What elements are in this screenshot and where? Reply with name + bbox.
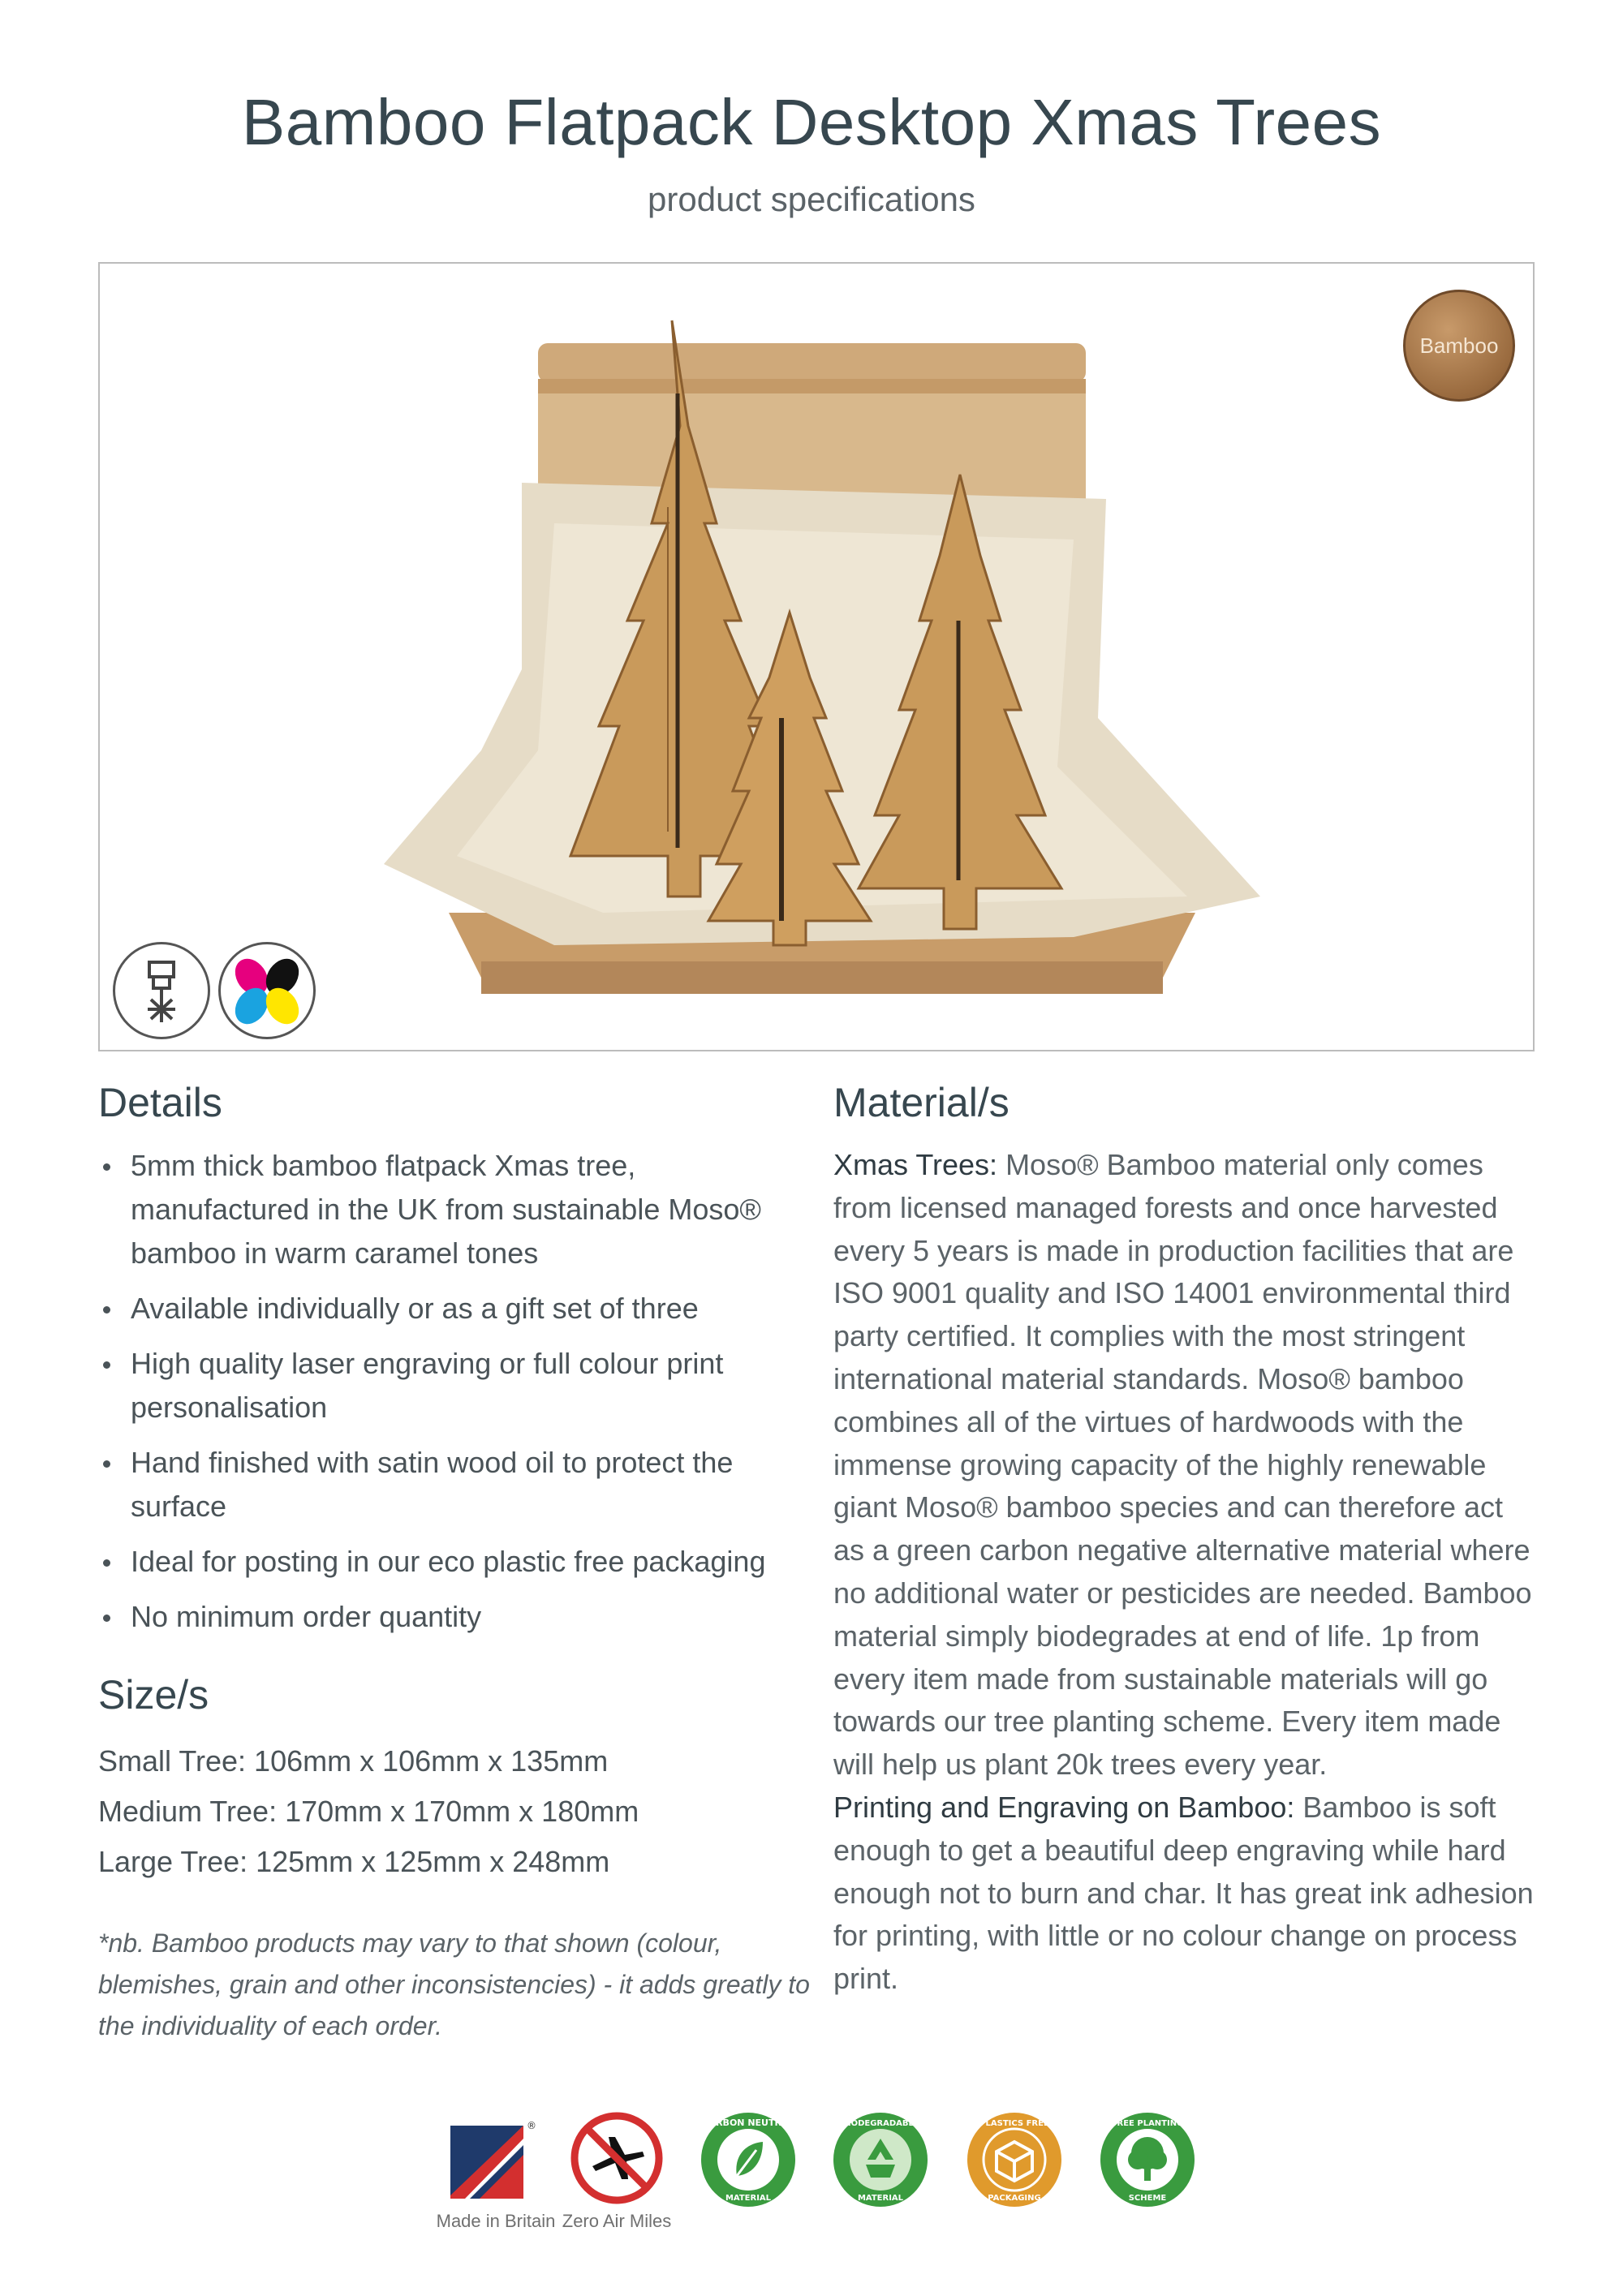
list-item: High quality laser engraving or full colour print personalisation [98,1342,796,1430]
no-plane-icon [568,2109,665,2207]
materials-heading: Material/s [833,1080,1010,1125]
list-item: No minimum order quantity [98,1595,796,1639]
page-subtitle: product specifications [648,180,975,218]
size-small: Small Tree: 106mm x 106mm x 135mm [98,1744,609,1778]
page-title: Bamboo Flatpack Desktop Xmas Trees [241,86,1382,158]
disclaimer-note: *nb. Bamboo products may vary to that shown (colour, blemishes, grain and other inconsistencies) - it adds greatly to the individuality of each order. [98,1928,810,2040]
xmas-trees-text: Moso® Bamboo material only comes from licensed managed forests and once harvested every 5 years is made in production facilities that are ISO 9001 quality and ISO 14001 environmental third party certified. It complies with the most stringent international material standards. Moso® bamboo combines all of the virtues of hardwoods with the immense growing capacity of the highly renewable giant Moso® bamboo species and can therefore act as a green carbon negative alternative material where no additional water or pesticides are needed. Bamboo material simply biodegrades at end of life. 1p from every item made from sustainable materials will go towards our tree planting scheme. Every item made will help us plant 20k trees every year. [833,1148,1532,1782]
tree-planting-sub: SCHEME [1128,2194,1167,2203]
zero-air-miles-caption: Zero Air Miles [562,2211,672,2231]
list-item: Ideal for posting in our eco plastic free packaging [98,1540,796,1584]
union-flag-icon [447,2109,545,2207]
xmas-trees-label: Xmas Trees: [833,1148,998,1181]
printing-label: Printing and Engraving on Bamboo: [833,1790,1295,1824]
made-in-britain-caption: Made in Britain [436,2211,556,2231]
sizes-list [98,1736,796,1887]
plastics-free-badge [964,2109,1065,2214]
product-photo [98,262,1535,1051]
size-large: Large Tree: 125mm x 125mm x 248mm [98,1845,610,1878]
biodegradable-badge [830,2109,931,2214]
biodegradable-sub: MATERIAL [857,2194,904,2203]
list-item: Available individually or as a gift set of three [98,1287,796,1331]
sizes-heading: Size/s [98,1672,209,1718]
list-item: 5mm thick bamboo flatpack Xmas tree, manufactured in the UK from sustainable Moso® bamboo in warm caramel tones [98,1144,796,1275]
bamboo-material-badge [1403,290,1515,402]
svg-text:®: ® [527,2120,536,2131]
zero-air-miles-badge [562,2109,672,2231]
made-in-britain-badge [436,2109,556,2231]
recycle-icon [830,2109,931,2210]
laser-engraving-icon [113,942,210,1039]
plastics-free-sub: PACKAGING [988,2194,1041,2203]
materials-text [833,1144,1539,2001]
printing-text: Bamboo is soft enough to get a beautiful deep engraving while hard enough not to burn and char. It has great ink adhesion for printing, with little or no colour change on process print. [833,1790,1534,1996]
plastics-free-label: PLASTICS FREE [979,2119,1049,2128]
carbon-neutral-sub: MATERIAL [725,2194,772,2203]
list-item: Hand finished with satin wood oil to protect the surface [98,1441,796,1529]
carbon-neutral-badge [698,2109,799,2214]
box-icon [964,2109,1065,2210]
details-list [98,1144,796,1650]
leaf-icon [698,2109,799,2210]
full-colour-print-icon [218,942,316,1039]
size-medium: Medium Tree: 170mm x 170mm x 180mm [98,1795,639,1828]
bamboo-badge-label: Bamboo [1419,333,1499,358]
product-scene-image [100,264,1535,1051]
biodegradable-label: BIODEGRADABLE [842,2119,919,2128]
footer-eco-icons [0,2109,1623,2264]
tree-planting-badge [1097,2109,1198,2214]
tree-icon [1097,2109,1198,2210]
tree-planting-label: TREE PLANTING [1111,2119,1184,2128]
details-heading: Details [98,1080,222,1125]
carbon-neutral-label: CARBON NEUTRAL [702,2118,794,2128]
